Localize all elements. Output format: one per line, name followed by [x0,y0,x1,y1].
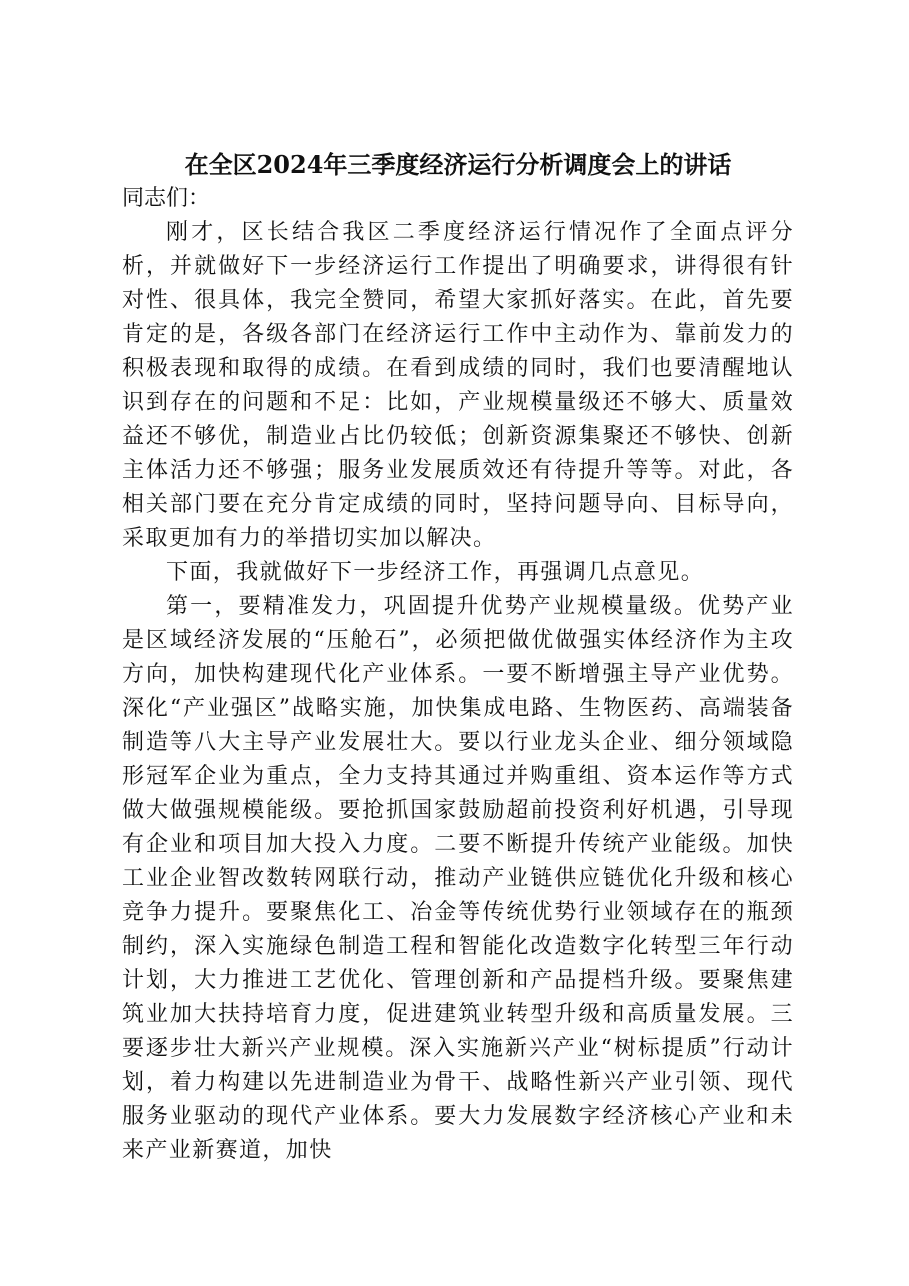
document-page [122,148,794,1168]
document-title: 在全区2024年三季度经济运行分析调度会上的讲话 [184,150,732,179]
paragraph-transition: 下面，我就做好下一步经济工作，再强调几点意见。 [166,560,705,585]
paragraph-point-one: 第一，要精准发力，巩固提升优势产业规模量级。优势产业是区域经济发展的“压舱石”，必须把做优做强实体经济作为主攻方向，加快构建现代化产业体系。一要不断增强主导产业优势。深化“产业强区”战略实施，加快集成电路、生物医药、高端装备制造等八大主导产业发展壮大。要以行业龙头企业、细分领域隐形冠军企业为重点，全力支持其通过并购重组、资本运作等方式做大做强规模能级。要抢抓国家鼓励超前投资利好机遇，引导现有企业和项目加大投入力度。二要不断提升传统产业能级。加快工业企业智改数转网联行动，推动产业链供应链优化升级和核心竞争力提升。要聚焦化工、冶金等传统优势行业领域存在的瓶颈制约，深入实施绿色制造工程和智能化改造数字化转型三年行动计划，大力推进工艺优化、管理创新和产品提档升级。要聚焦建筑业加大扶持培育力度，促进建筑业转型升级和高质量发展。三要逐步壮大新兴产业规模。深入实施新兴产业“树标提质”行动计划，着力构建以先进制造业为骨干、战略性新兴产业引领、现代服务业驱动的现代产业体系。要大力发展数字经济核心产业和未来产业新赛道，加快 [122,594,794,1163]
paragraph-intro: 刚才，区长结合我区二季度经济运行情况作了全面点评分析，并就做好下一步经济运行工作提出了明确要求，讲得很有针对性、很具体，我完全赞同，希望大家抓好落实。在此，首先要肯定的是，各级各部门在经济运行工作中主动作为、靠前发力的积极表现和取得的成绩。在看到成绩的同时，我们也要清醒地认识到存在的问题和不足：比如，产业规模量级还不够大、质量效益还不够优，制造业占比仍较低；创新资源集聚还不够快、创新主体活力还不够强；服务业发展质效还有待提升等等。对此，各相关部门要在充分肯定成绩的同时，坚持问题导向、目标导向，采取更加有力的举措切实加以解决。 [122,220,794,551]
salutation: 同志们： [122,186,211,211]
